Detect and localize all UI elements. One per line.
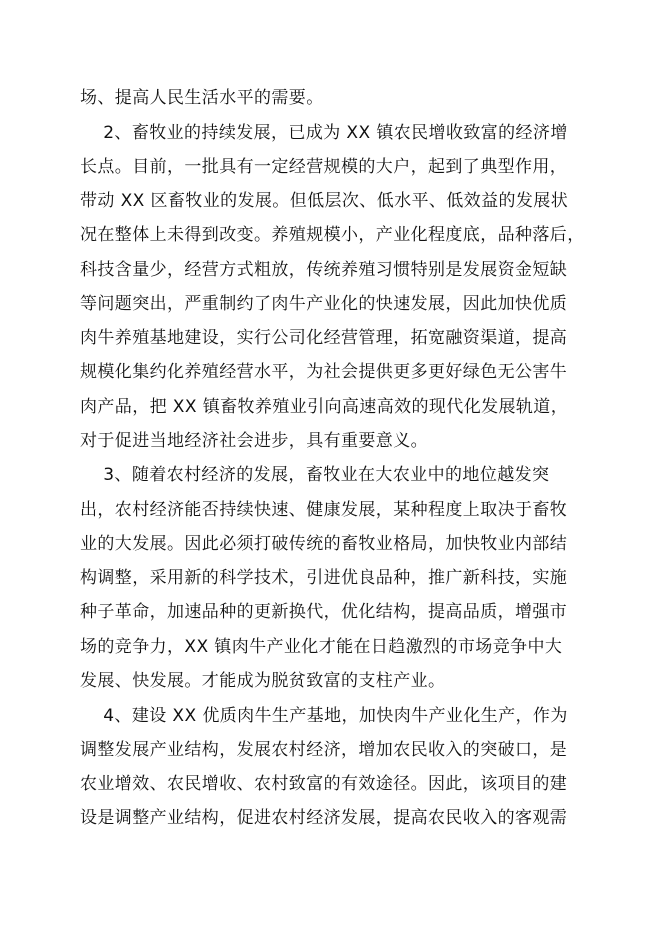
text-line: 况在整体上未得到改变。养殖规模小，产业化程度底，品种落后， (80, 225, 585, 245)
text-line: 发展、快发展。才能成为脱贫致富的支柱产业。 (80, 671, 446, 691)
text-line: 肉牛养殖基地建设，实行公司化经营管理，拓宽融资渠道，提高 (80, 328, 568, 348)
text-line: 设是调整产业结构，促进农村经济发展，提高农民收入的客观需 (80, 808, 568, 828)
text-line: 长点。目前，一批具有一定经营规模的大户，起到了典型作用， (80, 157, 568, 177)
text-line: 带动 XX 区畜牧业的发展。但低层次、低水平、低效益的发展状 (80, 191, 569, 211)
text-line: 种子革命，加速品种的更新换代，优化结构，提高品质，增强市 (80, 602, 568, 622)
text-line: 场、提高人民生活水平的需要。 (80, 88, 324, 108)
text-line: 场的竞争力，XX 镇肉牛产业化才能在日趋激烈的市场竞争中大 (80, 637, 563, 657)
text-line: 调整发展产业结构，发展农村经济，增加农民收入的突破口，是 (80, 740, 568, 760)
text-line: 科技含量少，经营方式粗放，传统养殖习惯特别是发展资金短缺 (80, 260, 568, 280)
text-line: 规模化集约化养殖经营水平，为社会提供更多更好绿色无公害牛 (80, 362, 568, 382)
text-line: 业的大发展。因此必须打破传统的畜牧业格局，加快牧业内部结 (80, 534, 568, 554)
text-line: 农业增效、农民增收、农村致富的有效途径。因此，该项目的建 (80, 774, 568, 794)
text-line: 2、畜牧业的持续发展，已成为 XX 镇农民增收致富的经济增 (80, 123, 568, 143)
text-line: 等问题突出，严重制约了肉牛产业化的快速发展，因此加快优质 (80, 294, 568, 314)
text-line: 4、建设 XX 优质肉牛生产基地，加快肉牛产业化生产，作为 (80, 706, 568, 726)
text-line: 肉产品，把 XX 镇畜牧养殖业引向高速高效的现代化发展轨道， (80, 397, 569, 417)
text-line: 构调整，采用新的科学技术，引进优良品种，推广新科技，实施 (80, 568, 568, 588)
text-line: 对于促进当地经济社会进步，具有重要意义。 (80, 431, 428, 451)
text-line: 出，农村经济能否持续快速、健康发展，某种程度上取决于畜牧 (80, 500, 568, 520)
text-line: 3、随着农村经济的发展，畜牧业在大农业中的地位越发突 (80, 465, 550, 485)
